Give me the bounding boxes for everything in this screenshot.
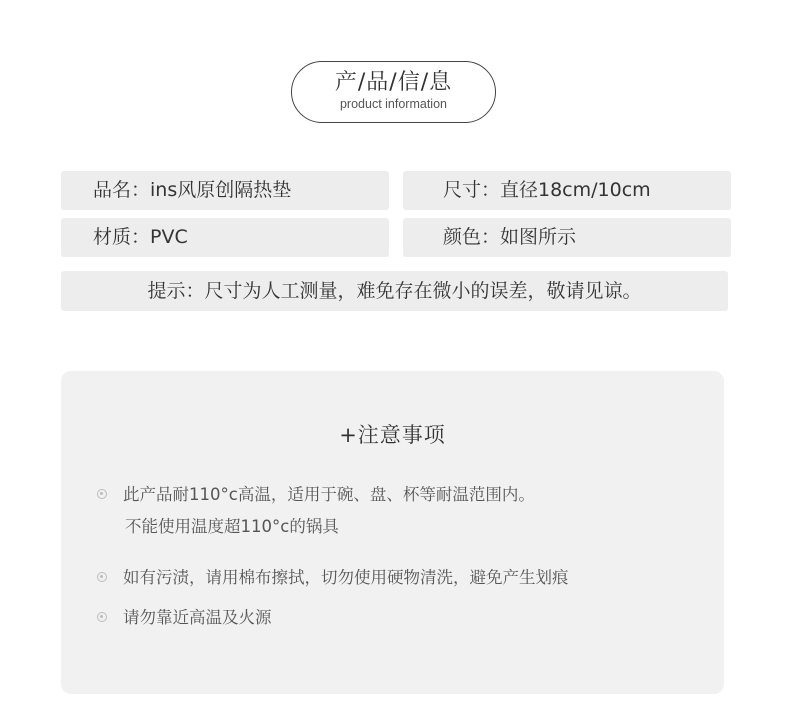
note-item	[97, 479, 535, 543]
circle-bullet-icon	[97, 612, 107, 622]
section-subtitle: product information	[339, 97, 447, 111]
product-name-field: 品名：ins风原创隔热垫	[61, 171, 389, 210]
note-item	[97, 562, 569, 594]
notes-title: +注意事项	[339, 423, 446, 447]
note-text-continued: 不能使用温度超110°c的锅具	[125, 517, 339, 536]
circle-bullet-icon	[97, 489, 107, 499]
note-text: 如有污渍，请用棉布擦拭，切勿使用硬物清洗，避免产生划痕	[123, 568, 569, 587]
note-text: 请勿靠近高温及火源	[123, 608, 272, 627]
section-title: 产/品/信/息	[334, 70, 453, 95]
note-text: 此产品耐110°c高温，适用于碗、盘、杯等耐温范围内。	[123, 485, 535, 504]
notes-panel	[61, 371, 724, 694]
product-size-field: 尺寸：直径18cm/10cm	[403, 171, 731, 210]
product-color-field: 颜色：如图所示	[403, 218, 731, 257]
measurement-tip: 提示：尺寸为人工测量，难免存在微小的误差，敬请见谅。	[61, 271, 728, 311]
product-material-field: 材质：PVC	[61, 218, 389, 257]
circle-bullet-icon	[97, 572, 107, 582]
note-item	[97, 602, 272, 634]
section-header-pill	[291, 61, 496, 123]
